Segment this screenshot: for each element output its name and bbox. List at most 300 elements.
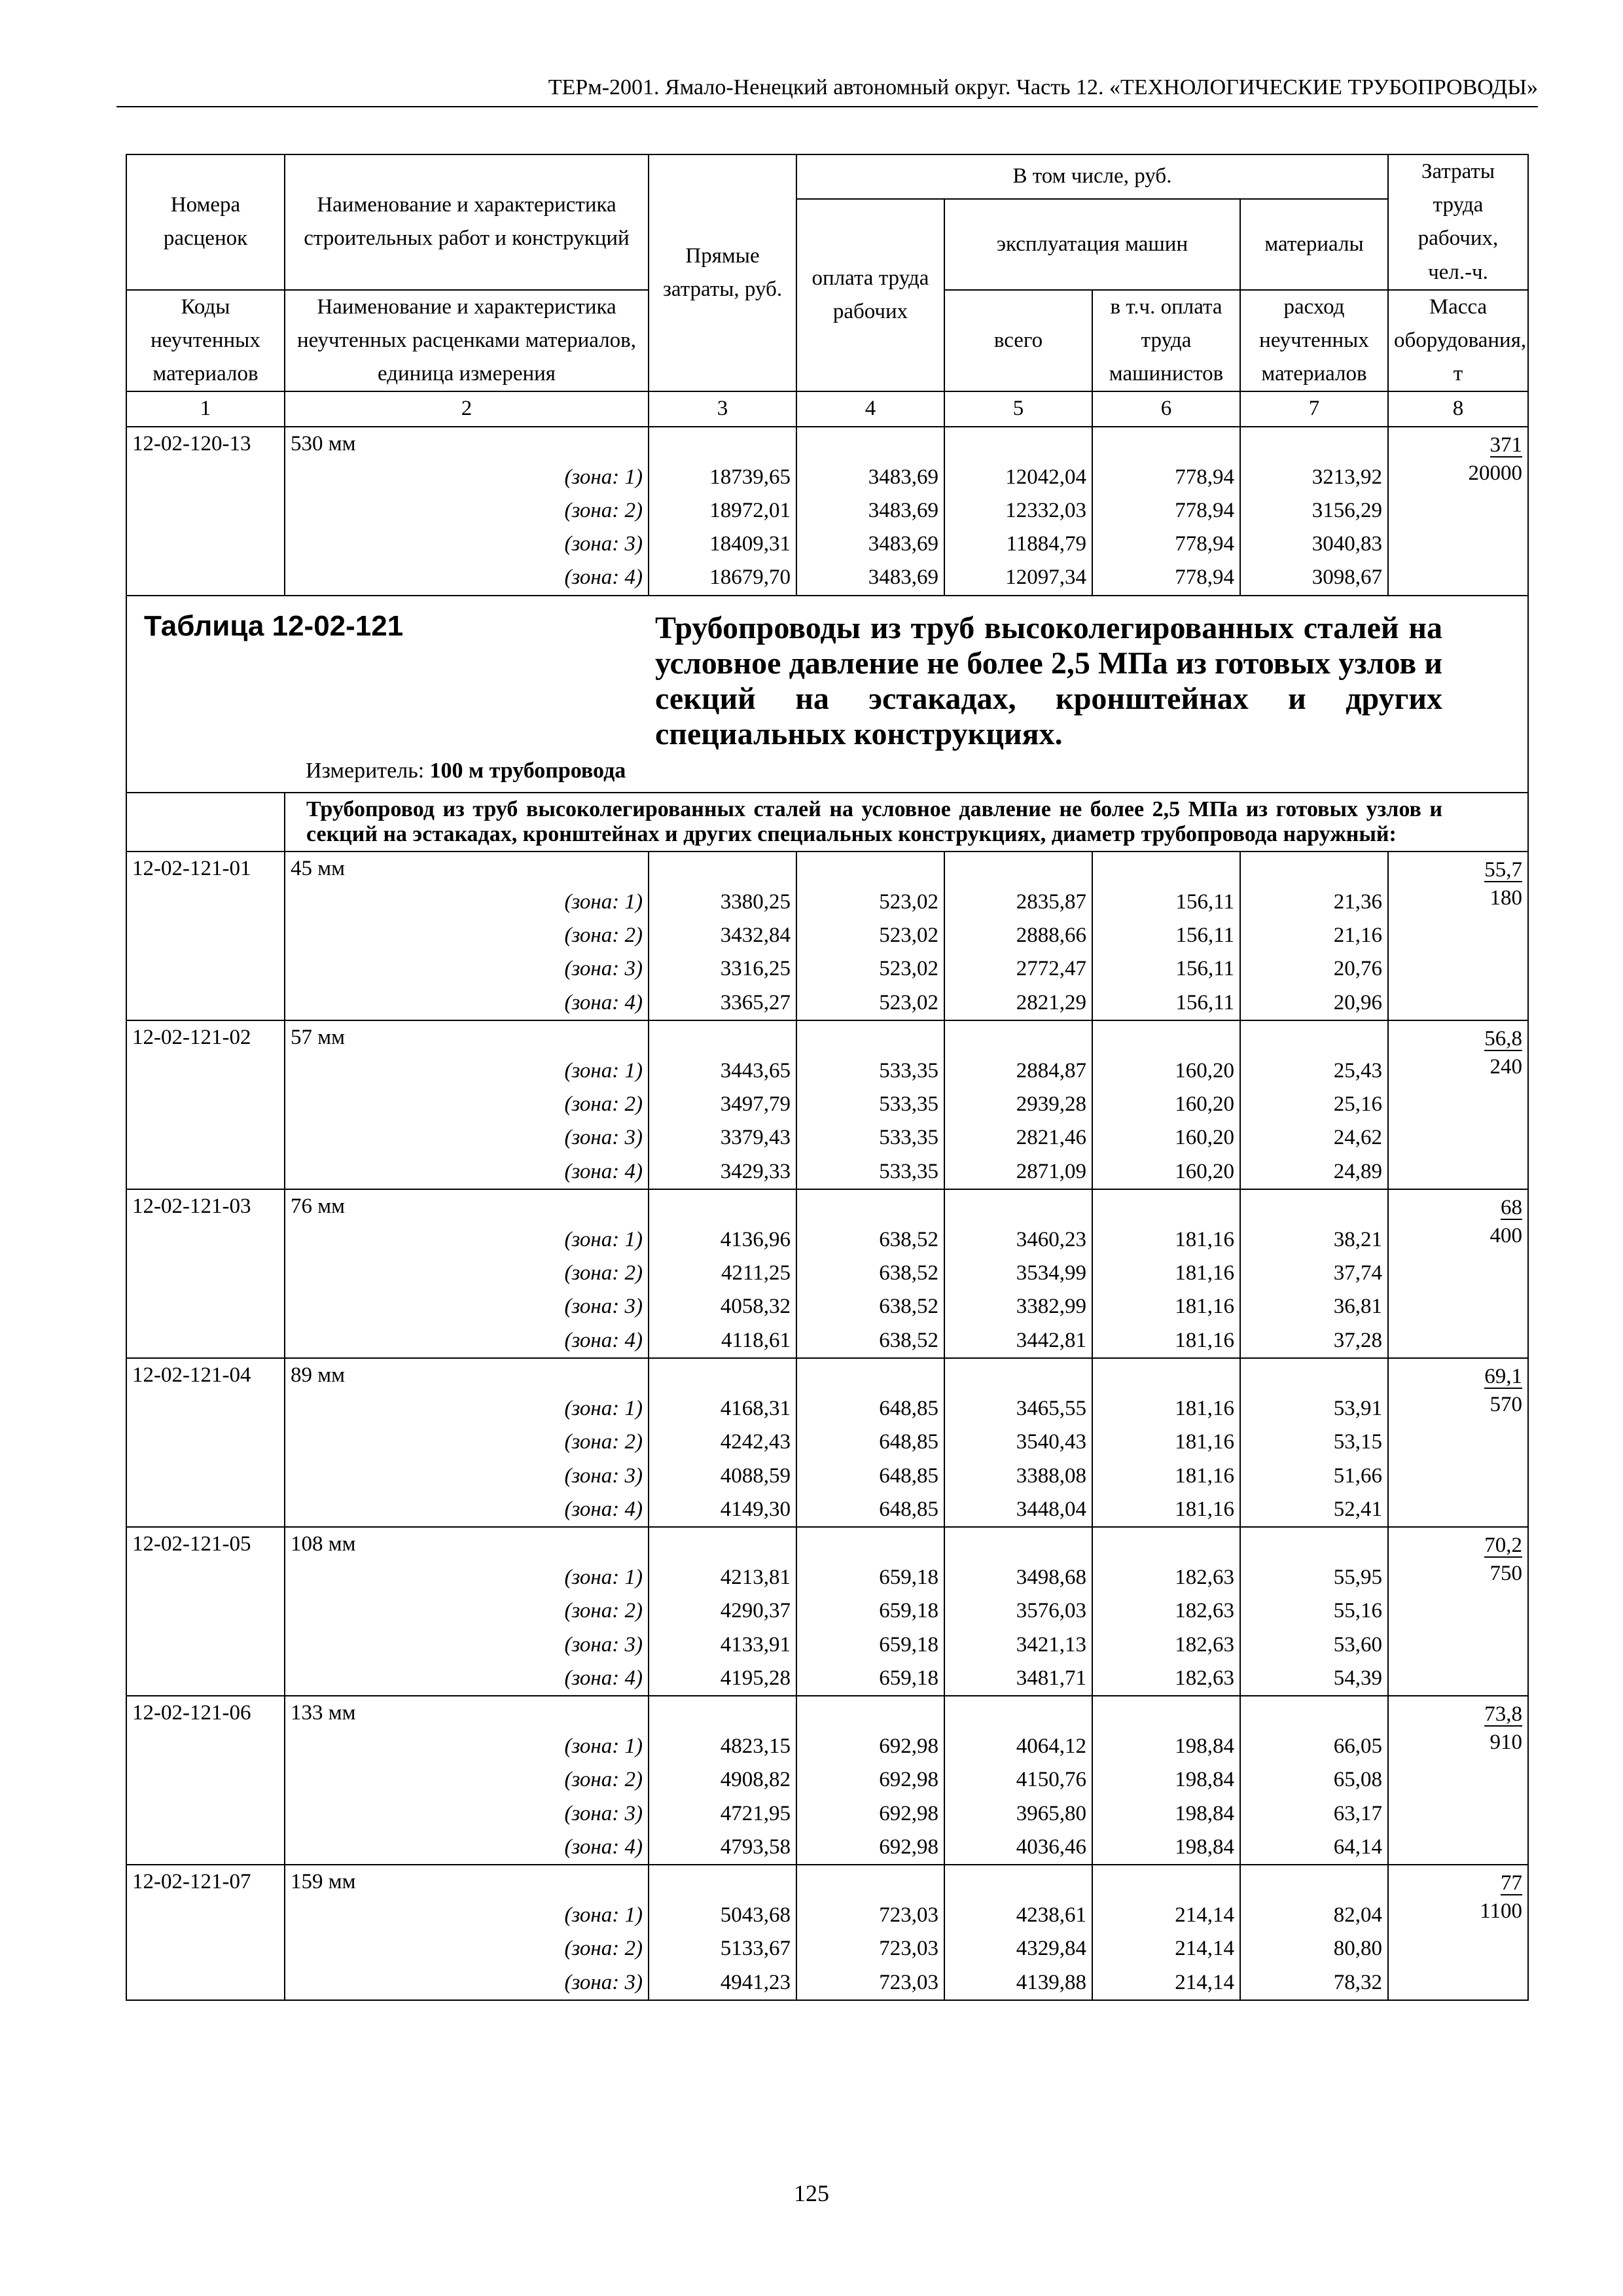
rate-row [126,1020,1528,1054]
machines-total: 3421,13 [944,1628,1092,1662]
equipment-mass: 180 [1489,886,1523,910]
worker-pay: 692,98 [796,1797,944,1831]
machinist-pay: 156,11 [1092,886,1240,919]
empty-cell [1240,1527,1388,1561]
empty-cell [126,1223,285,1257]
direct-cost: 3497,79 [649,1088,796,1121]
direct-cost: 3432,84 [649,919,796,952]
item-name: 133 мм [285,1696,649,1730]
machinist-pay: 160,20 [1092,1088,1240,1121]
rate-code: 12-02-121-07 [126,1865,285,1899]
zone-row [126,494,1528,528]
machines-total: 12332,03 [944,494,1092,528]
empty-cell [649,1020,796,1054]
equipment-mass: 910 [1489,1731,1523,1755]
zone-row [126,1324,1528,1358]
col4-header: оплата труда рабочих [796,199,944,391]
labor-mass-fraction [1388,1189,1528,1358]
empty-cell [1092,1020,1240,1054]
direct-cost: 4088,59 [649,1460,796,1493]
machinist-pay: 214,14 [1092,1932,1240,1965]
materials-cost: 64,14 [1240,1831,1388,1865]
worker-pay: 523,02 [796,919,944,952]
materials-cost: 80,80 [1240,1932,1388,1965]
machines-total: 3498,68 [944,1561,1092,1594]
zone-label: (зона: 4) [285,1831,649,1865]
equipment-mass: 240 [1489,1055,1523,1079]
empty-cell [649,1696,796,1730]
worker-pay: 638,52 [796,1324,944,1358]
machinist-pay: 181,16 [1092,1257,1240,1290]
rate-code: 12-02-121-05 [126,1527,285,1561]
col1-header-bottom: Коды неучтенных материалов [126,290,285,392]
direct-cost: 3316,25 [649,952,796,986]
column-number: 3 [649,391,796,426]
machinist-pay: 181,16 [1092,1223,1240,1257]
zone-row [126,1290,1528,1323]
materials-cost: 65,08 [1240,1763,1388,1797]
zone-row [126,1899,1528,1932]
col3-header: Прямые затраты, руб. [649,154,796,391]
item-name: 108 мм [285,1527,649,1561]
labor-mass-fraction [1388,852,1528,1020]
materials-cost: 20,96 [1240,986,1388,1020]
empty-cell [126,919,285,952]
worker-pay: 3483,69 [796,561,944,595]
col1-header-top: Номера расценок [126,154,285,290]
direct-cost: 5133,67 [649,1932,796,1965]
col5-header: всего [944,290,1092,392]
direct-cost: 4242,43 [649,1426,796,1459]
machines-total: 4064,12 [944,1730,1092,1763]
zone-row [126,1088,1528,1121]
materials-cost: 3213,92 [1240,461,1388,494]
worker-pay: 723,03 [796,1966,944,2000]
machinist-pay: 181,16 [1092,1426,1240,1459]
machines-total: 3460,23 [944,1223,1092,1257]
equipment-mass: 570 [1489,1393,1523,1417]
empty-cell [1092,852,1240,886]
empty-cell [126,1054,285,1088]
empty-cell [126,1121,285,1155]
worker-pay: 648,85 [796,1460,944,1493]
item-name: 89 мм [285,1358,649,1392]
direct-cost: 4168,31 [649,1392,796,1426]
zone-row [126,1662,1528,1696]
materials-cost: 66,05 [1240,1730,1388,1763]
zone-row [126,1426,1528,1459]
zone-label: (зона: 2) [285,1088,649,1121]
worker-pay: 692,98 [796,1730,944,1763]
zone-label: (зона: 3) [285,1797,649,1831]
direct-cost: 3365,27 [649,986,796,1020]
zone-row [126,1493,1528,1527]
machines-total: 3442,81 [944,1324,1092,1358]
machinist-pay: 181,16 [1092,1392,1240,1426]
column-numbers-row [126,391,1528,426]
empty-cell [944,1358,1092,1392]
labor-mass-fraction [1388,1527,1528,1696]
zone-label: (зона: 3) [285,1628,649,1662]
machinist-pay: 181,16 [1092,1290,1240,1323]
column-number: 7 [1240,391,1388,426]
machines-total: 3465,55 [944,1392,1092,1426]
empty-cell [944,1189,1092,1223]
materials-cost: 25,43 [1240,1054,1388,1088]
machines-total: 2821,29 [944,986,1092,1020]
machinist-pay: 181,16 [1092,1324,1240,1358]
materials-cost: 55,16 [1240,1594,1388,1628]
materials-cost: 51,66 [1240,1460,1388,1493]
direct-cost: 4133,91 [649,1628,796,1662]
materials-cost: 52,41 [1240,1493,1388,1527]
machines-total: 3448,04 [944,1493,1092,1527]
materials-cost: 82,04 [1240,1899,1388,1932]
rate-row [126,1696,1528,1730]
materials-cost: 55,95 [1240,1561,1388,1594]
measure-row [126,752,1528,793]
rate-row [126,427,1528,461]
empty-cell [649,852,796,886]
zone-label: (зона: 4) [285,1155,649,1189]
direct-cost: 4290,37 [649,1594,796,1628]
empty-cell [126,1932,285,1965]
empty-cell [1240,1696,1388,1730]
empty-cell [1092,1358,1240,1392]
rate-code: 12-02-121-02 [126,1020,285,1054]
machinist-pay: 160,20 [1092,1155,1240,1189]
worker-pay: 533,35 [796,1121,944,1155]
including-header: В том числе, руб. [796,154,1388,199]
machines-total: 3388,08 [944,1460,1092,1493]
empty-cell [126,1088,285,1121]
empty-cell [796,1358,944,1392]
worker-pay: 648,85 [796,1493,944,1527]
machinist-pay: 156,11 [1092,986,1240,1020]
empty-cell [649,427,796,461]
empty-cell [944,852,1092,886]
zone-row [126,886,1528,919]
zone-label: (зона: 3) [285,1121,649,1155]
zone-label: (зона: 2) [285,1257,649,1290]
machines-total: 3576,03 [944,1594,1092,1628]
zone-row [126,1155,1528,1189]
worker-pay: 723,03 [796,1932,944,1965]
empty-cell [126,986,285,1020]
direct-cost: 4195,28 [649,1662,796,1696]
direct-cost: 4908,82 [649,1763,796,1797]
machines-total: 2871,09 [944,1155,1092,1189]
machinist-pay: 778,94 [1092,494,1240,528]
col2-header-bottom: Наименование и характеристика неучтенных расценками материалов, единица измерения [285,290,649,392]
machines-total: 2835,87 [944,886,1092,919]
worker-pay: 638,52 [796,1290,944,1323]
item-name: 76 мм [285,1189,649,1223]
item-name: 57 мм [285,1020,649,1054]
zone-label: (зона: 4) [285,561,649,595]
materials-cost: 37,74 [1240,1257,1388,1290]
zone-row [126,1831,1528,1865]
empty-cell [1092,427,1240,461]
description-cell [285,793,1528,852]
labor-cost: 70,2 [1484,1533,1523,1557]
rate-code: 12-02-121-04 [126,1358,285,1392]
empty-cell [126,1730,285,1763]
empty-cell [796,852,944,886]
machines-total: 3965,80 [944,1797,1092,1831]
empty-cell [126,952,285,986]
zone-row [126,919,1528,952]
empty-cell [944,1865,1092,1899]
materials-cost: 3098,67 [1240,561,1388,595]
machines-total: 4329,84 [944,1932,1092,1965]
rate-row [126,1358,1528,1392]
measure-cell [285,752,1528,793]
machinist-pay: 160,20 [1092,1054,1240,1088]
rate-code: 12-02-121-01 [126,852,285,886]
zone-label: (зона: 1) [285,1054,649,1088]
machines-total: 3382,99 [944,1290,1092,1323]
labor-cost: 371 [1489,433,1523,457]
direct-cost: 4213,81 [649,1561,796,1594]
labor-cost: 55,7 [1484,857,1523,882]
rate-code: 12-02-121-06 [126,1696,285,1730]
materials-cost: 3040,83 [1240,528,1388,561]
empty-cell [126,1426,285,1459]
materials-cost: 3156,29 [1240,494,1388,528]
zone-row [126,1594,1528,1628]
empty-cell [1240,852,1388,886]
machines-header: эксплуатация машин [944,199,1240,290]
machines-total: 4036,46 [944,1831,1092,1865]
empty-cell [796,1696,944,1730]
zone-label: (зона: 2) [285,1426,649,1459]
empty-cell [796,1527,944,1561]
materials-cost: 54,39 [1240,1662,1388,1696]
zone-label: (зона: 1) [285,886,649,919]
zone-row [126,1460,1528,1493]
direct-cost: 4721,95 [649,1797,796,1831]
machinist-pay: 182,63 [1092,1628,1240,1662]
worker-pay: 533,35 [796,1155,944,1189]
zone-row [126,1966,1528,2000]
machinist-pay: 778,94 [1092,528,1240,561]
rate-row [126,1189,1528,1223]
worker-pay: 3483,69 [796,494,944,528]
worker-pay: 692,98 [796,1763,944,1797]
materials-cost: 38,21 [1240,1223,1388,1257]
zone-row [126,1763,1528,1797]
zone-label: (зона: 1) [285,1899,649,1932]
labor-mass-fraction [1388,427,1528,596]
zone-label: (зона: 2) [285,1594,649,1628]
empty-cell [126,1763,285,1797]
zone-label: (зона: 2) [285,919,649,952]
machinist-pay: 182,63 [1092,1662,1240,1696]
machinist-pay: 778,94 [1092,461,1240,494]
zone-label: (зона: 3) [285,1966,649,2000]
equipment-mass: 750 [1489,1562,1523,1586]
empty-cell [796,427,944,461]
machines-total: 2884,87 [944,1054,1092,1088]
empty-cell [944,1696,1092,1730]
empty-cell [649,1189,796,1223]
empty-cell [796,1865,944,1899]
materials-cost: 36,81 [1240,1290,1388,1323]
direct-cost: 18739,65 [649,461,796,494]
materials-cost: 24,62 [1240,1121,1388,1155]
machinist-pay: 181,16 [1092,1493,1240,1527]
zone-label: (зона: 3) [285,952,649,986]
empty-cell [1092,1696,1240,1730]
machinist-pay: 214,14 [1092,1899,1240,1932]
empty-cell [126,1257,285,1290]
table-heading: Трубопроводы из труб высоколегированных сталей на условное давление не более 2,5 МПа из готовых узлов и секций на эстакадах, кронштейнах и других специальных конструкциях. [655,610,1443,751]
zone-label: (зона: 1) [285,1223,649,1257]
empty-cell [796,1020,944,1054]
machines-total: 4238,61 [944,1899,1092,1932]
rate-code: 12-02-121-03 [126,1189,285,1223]
table-heading-cell [649,596,1528,752]
empty-cell [126,1493,285,1527]
materials-header: материалы [1240,199,1388,290]
direct-cost: 3443,65 [649,1054,796,1088]
zone-row [126,528,1528,561]
worker-pay: 533,35 [796,1088,944,1121]
direct-cost: 4149,30 [649,1493,796,1527]
table-label: Таблица 12-02-121 [144,609,404,642]
zone-label: (зона: 3) [285,1460,649,1493]
labor-cost: 56,8 [1484,1026,1523,1050]
materials-cost: 24,89 [1240,1155,1388,1189]
empty-cell [1092,1527,1240,1561]
empty-cell [126,1628,285,1662]
column-number: 4 [796,391,944,426]
header-row-1 [126,154,1528,199]
zone-row [126,1628,1528,1662]
empty-cell [944,1020,1092,1054]
machines-total: 4139,88 [944,1966,1092,2000]
worker-pay: 3483,69 [796,461,944,494]
col8-header-top: Затраты труда рабочих, чел.-ч. [1388,154,1528,290]
worker-pay: 3483,69 [796,528,944,561]
labor-cost: 77 [1501,1871,1523,1895]
empty-cell [1092,1189,1240,1223]
machinist-pay: 182,63 [1092,1561,1240,1594]
machines-total: 2772,47 [944,952,1092,986]
measure-prefix: Измеритель: [306,758,425,783]
empty-cell [126,1155,285,1189]
direct-cost: 4823,15 [649,1730,796,1763]
empty-cell [126,1460,285,1493]
direct-cost: 3379,43 [649,1121,796,1155]
direct-cost: 4941,23 [649,1966,796,2000]
worker-pay: 723,03 [796,1899,944,1932]
machinist-pay: 198,84 [1092,1831,1240,1865]
zone-label: (зона: 4) [285,986,649,1020]
materials-cost: 25,16 [1240,1088,1388,1121]
machines-total: 4150,76 [944,1763,1092,1797]
rate-row [126,1527,1528,1561]
zone-label: (зона: 1) [285,1561,649,1594]
labor-mass-fraction [1388,1696,1528,1865]
empty-cell [126,561,285,595]
labor-mass-fraction [1388,1865,1528,2000]
materials-cost: 37,28 [1240,1324,1388,1358]
col7-header: расход неучтенных материалов [1240,290,1388,392]
machines-total: 11884,79 [944,528,1092,561]
equipment-mass: 1100 [1480,1899,1523,1924]
direct-cost: 4136,96 [649,1223,796,1257]
empty-cell [126,1899,285,1932]
empty-cell [1240,1020,1388,1054]
direct-cost: 18679,70 [649,561,796,595]
column-number: 1 [126,391,285,426]
labor-cost: 69,1 [1484,1364,1523,1388]
machinist-pay: 198,84 [1092,1730,1240,1763]
empty-cell [126,1966,285,2000]
materials-cost: 21,16 [1240,919,1388,952]
labor-cost: 68 [1501,1195,1523,1219]
zone-row [126,1392,1528,1426]
empty-cell [126,1290,285,1323]
worker-pay: 659,18 [796,1628,944,1662]
machinist-pay: 198,84 [1092,1797,1240,1831]
worker-pay: 523,02 [796,952,944,986]
item-name: 45 мм [285,852,649,886]
materials-cost: 21,36 [1240,886,1388,919]
empty-cell [1240,427,1388,461]
column-number: 6 [1092,391,1240,426]
zone-row [126,561,1528,595]
column-number: 8 [1388,391,1528,426]
worker-pay: 648,85 [796,1426,944,1459]
empty-cell [944,427,1092,461]
description-row [126,793,1528,852]
col8-header-bottom: Масса оборудования, т [1388,290,1528,392]
machinist-pay: 181,16 [1092,1460,1240,1493]
zone-label: (зона: 4) [285,1662,649,1696]
zone-label: (зона: 2) [285,1763,649,1797]
worker-pay: 523,02 [796,986,944,1020]
worker-pay: 659,18 [796,1561,944,1594]
materials-cost: 53,60 [1240,1628,1388,1662]
page-number: 125 [794,2180,829,2206]
machines-total: 3481,71 [944,1662,1092,1696]
empty-cell [649,1358,796,1392]
zone-row [126,461,1528,494]
table-title-cell [126,596,649,752]
table-title-row [126,596,1528,752]
price-table [126,154,1529,2001]
col6-header: в т.ч. оплата труда машинистов [1092,290,1240,392]
item-name: 159 мм [285,1865,649,1899]
empty-cell [126,1324,285,1358]
machinist-pay: 182,63 [1092,1594,1240,1628]
worker-pay: 523,02 [796,886,944,919]
direct-cost: 18409,31 [649,528,796,561]
column-number: 5 [944,391,1092,426]
materials-cost: 53,15 [1240,1426,1388,1459]
empty-cell [944,1527,1092,1561]
zone-label: (зона: 1) [285,1392,649,1426]
worker-pay: 659,18 [796,1662,944,1696]
machines-total: 3534,99 [944,1257,1092,1290]
machinist-pay: 156,11 [1092,919,1240,952]
labor-cost: 73,8 [1484,1702,1523,1726]
zone-label: (зона: 3) [285,528,649,561]
direct-cost: 5043,68 [649,1899,796,1932]
